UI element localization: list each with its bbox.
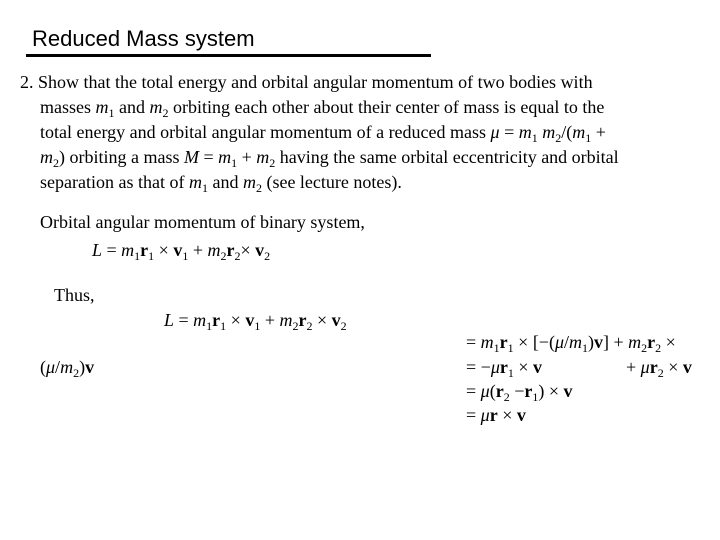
problem-line-2: masses $m_1$ and $m_2$ orbiting each other about their center of mass is equal to the [40,97,605,120]
page-title: Reduced Mass system [32,26,255,51]
problem-line-3: total energy and orbital angular momentum of a reduced mass $\mu = m_1$ $m_2/(m_1$ + [40,122,606,145]
problem-number: 2. [20,72,34,92]
binary-heading: Orbital angular momentum of binary system, [40,212,365,232]
equation-binary-L: $L = m_1r_1 \times v_1 + m_2r_2\times v_2$ [92,240,271,263]
problem-line-1: 2. Show that the total energy and orbital angular momentum of two bodies with [20,72,593,92]
problem-statement [20,70,710,195]
derivation-step-3: = $\mu(r_2 -r_1) \times v$ [466,381,573,404]
problem-line-5: separation as that of $m_1$ and $m_2$ (see lecture notes). [40,172,402,195]
derivation-step-4: = μr × v [466,405,526,425]
derivation-step-2b: + $\mu r_2 \times v$ [626,357,692,380]
equation-thus-L: $L = m_1r_1 \times v_1 + m_2r_2 \times v_2$ [164,310,347,333]
derivation-step-2a: = $-\mu r_1 \times v$ [466,357,543,380]
title-underline [26,54,431,57]
mu-over-m2-v: $(\mu/m_2)v$ [40,357,95,380]
derivation-step-1: = $m_1r_1 \times [-(\mu/m_1)v] + m_2r_2$ × [466,332,676,355]
problem-line-4: $m_2$) orbiting a mass $M = m_1 + m_2$ having the same orbital eccentricity and orbital [40,147,619,170]
thus-label: Thus, [54,285,95,305]
